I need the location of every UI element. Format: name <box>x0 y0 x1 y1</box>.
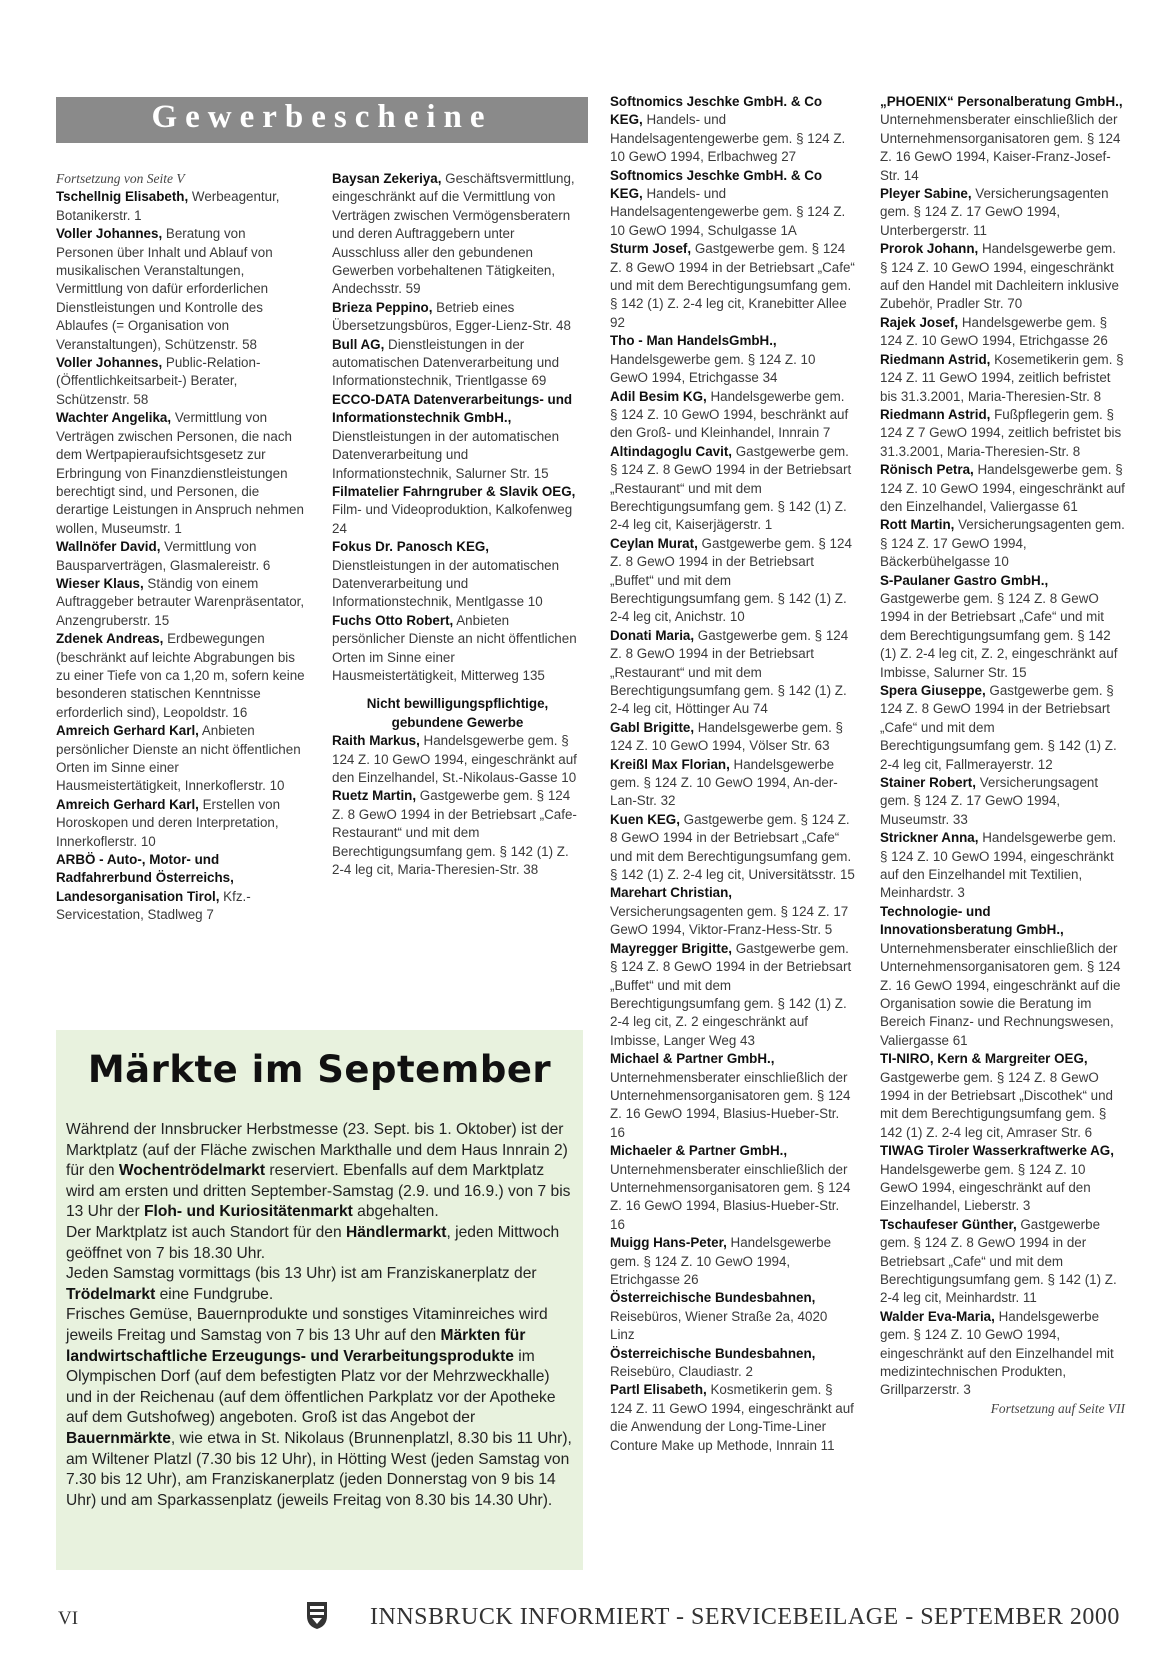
entry-name: Rajek Josef, <box>880 314 959 330</box>
entry-name: Wieser Klaus, <box>56 575 144 591</box>
entry-name: Stainer Robert, <box>880 775 976 791</box>
entry-name: Kuen KEG, <box>610 811 680 827</box>
list-item <box>56 188 306 225</box>
entry-list <box>880 93 1125 1400</box>
entry-name: Spera Giuseppe, <box>880 683 986 698</box>
entry-description: Unternehmensberater einschließlich der Unternehmensorganisatoren gem. § 124 Z. 16 GewO 1994, Kaiser-Franz-Josef-Str. 14 <box>880 112 1121 183</box>
entry-name: Mayregger Brigitte, <box>610 940 733 956</box>
highlight: Wochentrödelmarkt <box>118 1162 266 1180</box>
entry-description: Versicherungsagenten gem. § 124 Z. 17 GewO 1994, Unterbergerstr. 11 <box>880 186 1109 238</box>
entry-description: Handelsgewerbe gem. § 124 Z. 10 GewO 1994, eingeschränkt auf den Einzelhandel, Lieberstr. 3 <box>880 1161 1091 1214</box>
list-item <box>610 756 855 811</box>
entry-name: Muigg Hans-Peter, <box>610 1235 727 1251</box>
list-item <box>332 391 583 483</box>
list-item <box>880 240 1125 314</box>
list-item <box>610 388 855 443</box>
list-item <box>610 1289 855 1344</box>
entry-description: Beratung von Personen über Inhalt und Ablauf von musikalischen Veranstaltungen, Vermittlung von dafür erforderlichen Dienstleistungen und Kontrolle des Ablaufes (= Organisation von Veranstaltungen), Schützenstr. 58 <box>56 226 273 352</box>
text-run: reserviert. Ebenfalls auf dem Marktplatz wird am ersten und dritten September-Samstag (2.9. und 16.9.) von 7 bis 13 Uhr der <box>66 1162 571 1221</box>
entry-description: Film- und Videoproduktion, Kalkofenweg 24 <box>332 502 573 536</box>
entry-name: Riedmann Astrid, <box>880 406 991 422</box>
entry-description: Gastgewerbe gem. § 124 Z. 8 GewO 1994 in der Betriebsart „Cafe-Restaurant“ und mit dem Berechtigungsumfang gem. § 142 (1) Z. 2-4 leg cit, Maria-Theresien-Str. 38 <box>332 788 577 878</box>
entry-description: Werbeagentur, Botanikerstr. 1 <box>56 189 280 223</box>
entry-description: Public-Relation-(Öffentlichkeitsarbeit-) Berater, Schützenstr. 58 <box>56 355 261 407</box>
entry-name: Marehart Christian, <box>610 885 733 901</box>
entry-description: Handelsgewerbe gem. § 124 Z. 10 GewO 1994, Etrichgasse 34 <box>610 351 816 386</box>
entry-name: Tho - Man HandelsGmbH., <box>610 333 777 349</box>
entry-description: Reisebüros, Wiener Straße 2a, 4020 Linz <box>610 1308 828 1343</box>
list-item <box>880 1308 1125 1400</box>
entry-description: Kosmetikerin gem. § 124 Z. 11 GewO 1994, eingeschränkt auf die Anwendung der Long-Time-Liner Conture Make up Methode, Innrain 11 <box>610 1382 854 1453</box>
entry-description: Handelsgewerbe gem. § 124 Z. 10 GewO 1994, eingeschränkt auf den Einzelhandel mit Textilien, Meinhardstr. 3 <box>880 830 1117 901</box>
text-run: eine Fundgrube. <box>155 1285 274 1303</box>
list-item <box>610 1050 855 1142</box>
entry-name: Michaeler & Partner GmbH., <box>610 1143 788 1159</box>
entry-name: Ceylan Murat, <box>610 535 698 551</box>
entry-description: Anbieten persönlicher Dienste an nicht öffentlichen Orten im Sinne einer Hausmeistertätigkeit, Innerkoflerstr. 10 <box>56 723 301 794</box>
list-item <box>880 829 1125 903</box>
entry-name: Rönisch Petra, <box>880 462 974 478</box>
entry-name: Kreißl Max Florian, <box>610 756 730 772</box>
maerkte-text <box>66 1120 573 1511</box>
entry-description: Erdbewegungen (beschränkt auf leichte Abgrabungen bis zu einer Tiefe von ca 1,20 m, sofern keine besonderen statischen Kenntnisse erforderlich sind), Leopoldstr. 16 <box>56 631 305 720</box>
entry-name: Wallnöfer David, <box>56 539 161 555</box>
list-item <box>880 406 1125 461</box>
entry-name: Donati Maria, <box>610 627 695 643</box>
entry-name: Michael & Partner GmbH., <box>610 1051 775 1067</box>
entry-description: Handelsgewerbe gem. § 124 Z. 10 GewO 1994, eingeschränkt auf den Einzelhandel, Valiergasse 61 <box>880 462 1125 514</box>
list-item <box>610 1345 855 1382</box>
entry-description: Fußpflegerin gem. § 124 Z 7 GewO 1994, zeitlich befristet bis 31.3.2001, Maria-Theresien-Str. 8 <box>880 406 1122 459</box>
list-item <box>56 538 306 575</box>
entry-name: Strickner Anna, <box>880 830 979 846</box>
entry-description: Reisebüro, Claudiastr. 2 <box>610 1364 753 1380</box>
list-item <box>332 170 583 299</box>
list-item <box>56 225 306 354</box>
entry-description: Gastgewerbe gem. § 124 Z. 8 GewO 1994 in der Betriebsart „Discothek“ und mit dem Berechtigungsumfang gem. § 142 (1) Z. 2-4 leg cit, Amraser Str. 6 <box>880 1069 1113 1140</box>
section-header <box>56 97 588 143</box>
continued-to: Fortsetzung auf Seite VII <box>990 1400 1125 1416</box>
list-item <box>880 572 1125 682</box>
entry-name: ECCO-DATA Datenverarbeitungs- und Informationstechnik GmbH., <box>332 391 573 426</box>
highlight: Floh- und Kuriositätenmarkt <box>144 1203 353 1221</box>
list-item <box>880 1050 1125 1142</box>
entry-description: Handelsgewerbe gem. § 124 Z. 10 GewO 1994, eingeschränkt auf den Einzelhandel, St.-Nikolaus-Gasse 10 <box>332 733 577 785</box>
entry-description: Kosemetikerin gem. § 124 Z. 11 GewO 1994, zeitlich befristet bis 31.3.2001, Maria-Theresien-Str. 8 <box>880 351 1124 404</box>
entry-description: Betrieb eines Übersetzungsbüros, Egger-Lienz-Str. 48 <box>332 299 571 334</box>
entry-description: Gastgewerbe gem. § 124 Z. 8 GewO 1994 in der Betriebsart „Buffet“ und mit dem Berechtigungsumfang gem. § 142 (1) Z. 2-4 leg cit, Z. 2 eingeschränkt auf Imbisse, Langer Weg 43 <box>610 940 852 1048</box>
list-item <box>880 774 1125 829</box>
entry-name: Brieza Peppino, <box>332 299 433 315</box>
entry-description: Handelsgewerbe gem. § 124 Z. 10 GewO 1994, An-der-Lan-Str. 32 <box>610 756 838 809</box>
list-item <box>56 630 306 722</box>
list-item <box>610 884 855 939</box>
entry-name: Raith Markus, <box>332 733 420 749</box>
footer-title: INNSBRUCK INFORMIERT - SERVICEBEILAGE - SEPTEMBER 2000 <box>370 1604 1120 1630</box>
list-item <box>610 811 855 885</box>
column-1 <box>56 170 306 925</box>
list-item <box>880 1216 1125 1308</box>
entry-description: Gastgewerbe gem. § 124 Z. 8 GewO 1994 in der Betriebsart „Cafe“ und mit dem Berechtigungsumfang gem. § 142 (1) Z. 2-4 leg cit, Meinhardstr. 11 <box>880 1216 1117 1306</box>
list-item <box>610 940 855 1050</box>
list-item <box>610 240 855 332</box>
list-item <box>332 612 583 686</box>
list-item <box>880 351 1125 406</box>
entry-name: Prorok Johann, <box>880 241 979 257</box>
entry-name: Gabl Brigitte, <box>610 719 695 735</box>
subheading: Nicht bewilligungspflichtige, gebundene Gewerbe <box>366 696 549 730</box>
text-run: abgehalten. <box>352 1203 439 1221</box>
entry-name: Voller Johannes, <box>56 226 163 242</box>
footer <box>0 1600 1171 1640</box>
text-run: Der Marktplatz ist auch Standort für den <box>66 1223 346 1241</box>
text-run: Jeden Samstag vormittags (bis 13 Uhr) ist am Franziskanerplatz der <box>66 1265 537 1283</box>
column-3 <box>610 93 855 1455</box>
highlight: Trödelmarkt <box>66 1285 156 1303</box>
entry-name: Sturm Josef, <box>610 241 692 257</box>
entry-description: Dienstleistungen in der automatischen Datenverarbeitung und Informationstechnik, Mentlgasse 10 <box>332 557 560 610</box>
list-item <box>332 538 583 612</box>
entry-description: Versicherungsagenten gem. § 124 Z. 17 GewO 1994, Bäckerbühelgasse 10 <box>880 517 1125 570</box>
innsbruck-crest-icon <box>305 1600 329 1630</box>
list-item <box>610 167 855 241</box>
entry-list <box>332 170 583 685</box>
entry-name: Pleyer Sabine, <box>880 186 972 202</box>
entry-name: „PHOENIX“ Personalberatung GmbH., <box>880 94 1123 109</box>
list-item <box>610 1381 855 1455</box>
entry-name: Walder Eva-Maria, <box>880 1308 995 1324</box>
entry-description: Vermittlung von Bausparverträgen, Glasmalereistr. 6 <box>56 539 271 573</box>
entry-description: Versicherungsagent gem. § 124 Z. 17 GewO 1994, Museumstr. 33 <box>880 775 1099 827</box>
list-item <box>56 722 306 796</box>
list-item <box>880 682 1125 774</box>
entry-name: Softnomics Jeschke GmbH. & Co KEG, <box>610 167 823 202</box>
entry-name: Österreichische Bundesbahnen, <box>610 1290 816 1306</box>
text-run: Frisches Gemüse, Bauernprodukte und sonstiges Vitaminreiches wird jeweils Freitag und Samstag von 7 bis 13 Uhr auf den <box>66 1306 548 1344</box>
entry-description: Anbieten persönlicher Dienste an nicht öffentlichen Orten im Sinne einer Hausmeistertätigkeit, Mitterweg 135 <box>332 612 577 683</box>
entry-description: Handels- und Handelsagentengewerbe gem. § 124 Z. 10 GewO 1994, Erlbachweg 27 <box>610 112 846 165</box>
entry-name: Österreichische Bundesbahnen, <box>610 1345 816 1361</box>
list-item <box>610 93 855 167</box>
entry-description: Vermittlung von Verträgen zwischen Personen, die nach dem Wertpapieraufsichtsgesetz zur Erbringung von Finanzdienstleistungen berechtigt sind, und Personen, die derartige Leistungen in Anspruch nehmen wollen, Museumstr. 1 <box>56 410 304 536</box>
entry-description: Kfz.-Servicestation, Stadlweg 7 <box>56 888 251 923</box>
list-item <box>610 1142 855 1234</box>
entry-description: Gastgewerbe gem. § 124 Z. 8 GewO 1994 in der Betriebsart „Buffet“ und mit dem Berechtigungsumfang gem. § 142 (1) Z. 2-4 leg cit, Anichstr. 10 <box>610 535 852 625</box>
entry-name: Softnomics Jeschke GmbH. & Co KEG, <box>610 94 823 128</box>
entry-description: Gastgewerbe gem. § 124 Z. 8 GewO 1994 in der Betriebsart „Cafe“ und mit dem Berechtigungsumfang gem. § 142 (1) Z. 2-4 leg cit, Kranebitter Allee 92 <box>610 241 855 330</box>
entry-name: Filmatelier Fahrngruber & Slavik OEG, <box>332 483 576 499</box>
column-2 <box>332 170 583 879</box>
section-title: Gewerbescheine <box>151 99 493 135</box>
entry-description: Erstellen von Horoskopen und deren Interpretation, Innerkoflerstr. 10 <box>56 796 281 849</box>
entry-description: Gastgewerbe gem. § 124 Z. 8 GewO 1994 in der Betriebsart „Restaurant“ und mit dem Berechtigungsumfang gem. § 142 (1) Z. 2-4 leg cit, Kaiserjägerstr. 1 <box>610 443 852 533</box>
list-item <box>610 627 855 719</box>
entry-name: Zdenek Andreas, <box>56 631 164 647</box>
list-item <box>56 575 306 630</box>
list-item <box>610 535 855 627</box>
maerkte-box <box>56 1030 583 1570</box>
list-item <box>610 1234 855 1289</box>
list-item <box>332 732 583 787</box>
list-item <box>880 903 1125 1050</box>
entry-name: Bull AG, <box>332 336 385 352</box>
list-item <box>880 516 1125 571</box>
text-run: im Olympischen Dorf (auf dem befestigten Platz vor der Mehrzweckhalle) und in der Reichenau (auf dem öffentlichen Parkplatz vor der Apotheke auf dem Gutshofweg) angeboten. Groß ist das Angebot der <box>66 1347 556 1427</box>
entry-description: Gastgewerbe gem. § 124 Z. 8 GewO 1994 in der Betriebsart „Cafe“ und mit dem Berechtigungsumfang gem. § 142 (1) Z. 2-4 leg cit, Fallmerayerstr. 12 <box>880 683 1117 772</box>
entry-description: Gastgewerbe gem. § 124 Z. 8 GewO 1994 in der Betriebsart „Cafe“ und mit dem Berechtigungsumfang gem. § 142 (1) Z. 2-4 leg cit, Z. 2, eingeschränkt auf Imbisse, Salurner Str. 15 <box>880 590 1118 680</box>
entry-description: Handelsgewerbe gem. § 124 Z. 10 GewO 1994, eingeschränkt auf den Handel mit Dachleitern inklusive Zubehör, Pradler Str. 70 <box>880 241 1119 312</box>
entry-name: Technologie- und Innovationsberatung GmbH., <box>880 903 1064 938</box>
highlight: Händlermarkt <box>345 1223 447 1241</box>
entry-list <box>56 188 306 924</box>
list-item <box>56 409 306 538</box>
entry-description: Handelsgewerbe gem. § 124 Z. 10 GewO 1994, Etrichgasse 26 <box>610 1235 832 1287</box>
list-item <box>56 851 306 925</box>
entry-description: Handelsgewerbe gem. § 124 Z. 10 GewO 1994, Etrichgasse 26 <box>880 314 1108 349</box>
entry-name: Tschaufeser Günther, <box>880 1216 1017 1232</box>
list-item <box>332 299 583 336</box>
list-item <box>880 185 1125 240</box>
entry-name: Ruetz Martin, <box>332 788 417 804</box>
entry-description: Gastgewerbe gem. § 124 Z. 8 GewO 1994 in der Betriebsart „Cafe“ und mit dem Berechtigungsumfang gem. § 142 (1) Z. 2-4 leg cit, Universitätsstr. 15 <box>610 811 855 883</box>
entry-description: Handelsgewerbe gem. § 124 Z. 10 GewO 1994, beschränkt auf den Groß- und Kleinhandel, Innrain 7 <box>610 388 849 441</box>
list-item <box>610 719 855 756</box>
entry-description: Dienstleistungen in der automatischen Datenverarbeitung und Informationstechnik, Trientlgasse 69 <box>332 336 560 389</box>
list-item <box>880 314 1125 351</box>
entry-name: Fuchs Otto Robert, <box>332 612 454 628</box>
entry-name: Amreich Gerhard Karl, <box>56 796 199 812</box>
entry-list <box>610 93 855 1455</box>
entry-name: Riedmann Astrid, <box>880 351 991 367</box>
entry-description: Handelsgewerbe gem. § 124 Z. 10 GewO 1994, eingeschränkt auf den Einzelhandel mit medizintechnischen Produkten, Grillparzerstr. 3 <box>880 1308 1114 1398</box>
continued-from: Fortsetzung von Seite V <box>56 171 185 186</box>
list-item <box>880 1142 1125 1216</box>
list-item <box>880 461 1125 516</box>
entry-description: Handelsgewerbe gem. § 124 Z. 10 GewO 1994, Völser Str. 63 <box>610 719 843 754</box>
entry-name: Baysan Zekeriya, <box>332 171 442 186</box>
entry-name: Partl Elisabeth, <box>610 1382 707 1398</box>
entry-name: Altindagoglu Cavit, <box>610 443 732 459</box>
entry-description: Unternehmensberater einschließlich der Unternehmensorganisatoren gem. § 124 Z. 16 GewO 1994, Blasius-Hueber-Str. 16 <box>610 1161 851 1232</box>
entry-name: Amreich Gerhard Karl, <box>56 723 199 739</box>
highlight: Märkten für landwirtschaftliche Erzeugungs- und Verarbeitungsprodukte <box>66 1326 526 1365</box>
entry-name: Tschellnig Elisabeth, <box>56 189 189 205</box>
entry-description: Unternehmensberater einschließlich der Unternehmensorganisatoren gem. § 124 Z. 16 GewO 1994, eingeschränkt auf die Organisation sowie die Beratung im Bereich Finanz- und Rechnungswesen, Valiergasse 61 <box>880 940 1121 1048</box>
list-item <box>332 483 583 538</box>
text-run: Während der Innsbrucker Herbstmesse (23. Sept. bis 1. Oktober) ist der Marktplatz (auf der Fläche zwischen Markthalle und dem Haus Innrain 2) für den <box>66 1121 568 1180</box>
entry-name: Wachter Angelika, <box>56 410 172 426</box>
list-item <box>332 336 583 391</box>
entry-name: ARBÖ - Auto-, Motor- und Radfahrerbund Österreichs, Landesorganisation Tirol, <box>56 852 234 904</box>
entry-name: Rott Martin, <box>880 517 955 533</box>
entry-description: Ständig von einem Auftraggeber betrauter Warenpräsentator, Anzengruberstr. 15 <box>56 575 305 628</box>
list-item <box>56 354 306 409</box>
entry-list <box>332 732 583 879</box>
list-item <box>56 796 306 851</box>
entry-name: TIWAG Tiroler Wasserkraftwerke AG, <box>880 1143 1114 1159</box>
highlight: Bauernmärkte <box>66 1429 171 1447</box>
entry-description: Handels- und Handelsagentengewerbe gem. § 124 Z. 10 GewO 1994, Schulgasse 1A <box>610 186 846 238</box>
entry-description: Versicherungsagenten gem. § 124 Z. 17 GewO 1994, Viktor-Franz-Hess-Str. 5 <box>610 903 849 938</box>
entry-name: Voller Johannes, <box>56 355 163 371</box>
entry-description: Dienstleistungen in der automatischen Datenverarbeitung und Informationstechnik, Salurner Str. 15 <box>332 428 560 481</box>
column-4 <box>880 93 1125 1418</box>
list-item <box>610 332 855 387</box>
maerkte-title: Märkte im September <box>87 1048 552 1091</box>
entry-name: Fokus Dr. Panosch KEG, <box>332 539 490 555</box>
entry-description: Geschäftsvermittlung, eingeschränkt auf die Vermittlung von Verträgen zwischen Vermögensberatern und deren Auftraggebern unter Ausschluss aller den gebundenen Gewerben vorbehaltenen Tätigkeiten, Andechsstr. 59 <box>332 171 575 297</box>
list-item <box>610 443 855 535</box>
entry-name: S-Paulaner Gastro GmbH., <box>880 572 1049 588</box>
entry-description: Gastgewerbe gem. § 124 Z. 8 GewO 1994 in der Betriebsart „Restaurant“ und mit dem Berechtigungsumfang gem. § 142 (1) Z. 2-4 leg cit, Höttinger Au 74 <box>610 627 849 717</box>
text-run: , jeden Mittwoch geöffnet von 7 bis 18.30 Uhr. <box>66 1223 560 1262</box>
entry-description: Unternehmensberater einschließlich der Unternehmensorganisatoren gem. § 124 Z. 16 GewO 1994, Blasius-Hueber-Str. 16 <box>610 1069 851 1140</box>
entry-name: Adil Besim KG, <box>610 388 707 404</box>
page-number: VI <box>58 1608 79 1629</box>
list-item <box>880 93 1125 185</box>
text-run: , wie etwa in St. Nikolaus (Brunnenplatzl, 8.30 bis 11 Uhr), am Wiltener Platzl (7.30 bis 12 Uhr), in Hötting West (jeden Samstag von 7.30 bis 12 Uhr), am Franziskanerplatz (jeden Donnerstag von 9 bis 14 Uhr) und am Sparkassenplatz (jeweils Freitag von 8.30 bis 14.30 Uhr). <box>66 1429 572 1509</box>
entry-name: TI-NIRO, Kern & Margreiter OEG, <box>880 1051 1088 1067</box>
list-item <box>332 787 583 879</box>
